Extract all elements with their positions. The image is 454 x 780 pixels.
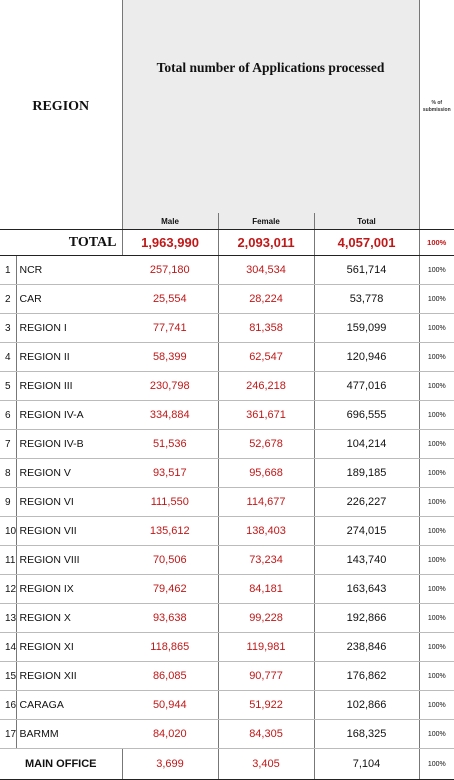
total-count: 238,846 — [314, 633, 419, 662]
female-count: 52,678 — [218, 430, 314, 459]
total-count: 176,862 — [314, 662, 419, 691]
region-header: REGION — [32, 98, 90, 114]
percent-value: 100% — [419, 546, 454, 575]
total-count: 120,946 — [314, 343, 419, 372]
region-name: REGION III — [16, 372, 122, 401]
table-row — [0, 720, 454, 749]
total-percent: 100% — [419, 230, 454, 256]
row-number: 5 — [0, 372, 16, 401]
female-count: 95,668 — [218, 459, 314, 488]
table-row — [0, 546, 454, 575]
percent-value: 100% — [419, 430, 454, 459]
total-count: 53,778 — [314, 285, 419, 314]
row-number: 17 — [0, 720, 16, 749]
total-count: 104,214 — [314, 430, 419, 459]
total-count: 163,643 — [314, 575, 419, 604]
row-number: 3 — [0, 314, 16, 343]
region-name: REGION IV-B — [16, 430, 122, 459]
table-row — [0, 517, 454, 546]
female-count: 138,403 — [218, 517, 314, 546]
main-office-percent: 100% — [419, 749, 454, 780]
total-count: 159,099 — [314, 314, 419, 343]
female-count: 73,234 — [218, 546, 314, 575]
row-number: 12 — [0, 575, 16, 604]
total-count: 561,714 — [314, 256, 419, 285]
female-count: 246,218 — [218, 372, 314, 401]
main-office-male: 3,699 — [122, 749, 218, 780]
percent-value: 100% — [419, 662, 454, 691]
male-count: 84,020 — [122, 720, 218, 749]
percent-value: 100% — [419, 517, 454, 546]
female-count: 28,224 — [218, 285, 314, 314]
row-number: 9 — [0, 488, 16, 517]
row-number: 13 — [0, 604, 16, 633]
table-row — [0, 691, 454, 720]
table-row — [0, 604, 454, 633]
subheader-row — [0, 213, 454, 230]
region-name: BARMM — [16, 720, 122, 749]
percent-value: 100% — [419, 604, 454, 633]
percent-value: 100% — [419, 285, 454, 314]
row-number: 15 — [0, 662, 16, 691]
male-count: 230,798 — [122, 372, 218, 401]
row-number: 1 — [0, 256, 16, 285]
main-office-row — [0, 749, 454, 780]
female-count: 84,181 — [218, 575, 314, 604]
male-count: 25,554 — [122, 285, 218, 314]
male-count: 93,517 — [122, 459, 218, 488]
total-header: Total — [314, 213, 419, 230]
region-name: REGION VI — [16, 488, 122, 517]
row-number: 8 — [0, 459, 16, 488]
female-count: 99,228 — [218, 604, 314, 633]
percent-value: 100% — [419, 401, 454, 430]
main-office-female: 3,405 — [218, 749, 314, 780]
row-number: 6 — [0, 401, 16, 430]
male-count: 93,638 — [122, 604, 218, 633]
male-count: 77,741 — [122, 314, 218, 343]
male-count: 58,399 — [122, 343, 218, 372]
female-count: 361,671 — [218, 401, 314, 430]
region-name: REGION II — [16, 343, 122, 372]
male-count: 70,506 — [122, 546, 218, 575]
female-count: 84,305 — [218, 720, 314, 749]
table-row — [0, 285, 454, 314]
total-count: 143,740 — [314, 546, 419, 575]
percent-value: 100% — [419, 314, 454, 343]
row-number: 11 — [0, 546, 16, 575]
female-count: 51,922 — [218, 691, 314, 720]
percent-value: 100% — [419, 575, 454, 604]
region-name: REGION XI — [16, 633, 122, 662]
row-number: 16 — [0, 691, 16, 720]
male-count: 257,180 — [122, 256, 218, 285]
male-count: 135,612 — [122, 517, 218, 546]
region-name: REGION V — [16, 459, 122, 488]
percent-header: % of submission — [422, 99, 451, 113]
table-row — [0, 372, 454, 401]
row-number: 10 — [0, 517, 16, 546]
total-count: 102,866 — [314, 691, 419, 720]
region-name: REGION IX — [16, 575, 122, 604]
region-name: NCR — [16, 256, 122, 285]
table-row — [0, 256, 454, 285]
female-header: Female — [218, 213, 314, 230]
total-count: 192,866 — [314, 604, 419, 633]
female-count: 114,677 — [218, 488, 314, 517]
table-row — [0, 401, 454, 430]
male-count: 118,865 — [122, 633, 218, 662]
row-number: 14 — [0, 633, 16, 662]
total-count: 274,015 — [314, 517, 419, 546]
title-row — [0, 0, 454, 213]
total-count: 696,555 — [314, 401, 419, 430]
table-row — [0, 459, 454, 488]
main-office-total: 7,104 — [314, 749, 419, 780]
region-name: CARAGA — [16, 691, 122, 720]
percent-value: 100% — [419, 372, 454, 401]
main-office-label: MAIN OFFICE — [0, 749, 122, 780]
row-number: 7 — [0, 430, 16, 459]
region-name: REGION VII — [16, 517, 122, 546]
region-name: REGION VIII — [16, 546, 122, 575]
row-number: 2 — [0, 285, 16, 314]
female-count: 304,534 — [218, 256, 314, 285]
total-count: 168,325 — [314, 720, 419, 749]
total-label: TOTAL — [0, 230, 122, 256]
grand-total-row — [0, 230, 454, 256]
percent-value: 100% — [419, 459, 454, 488]
female-count: 90,777 — [218, 662, 314, 691]
total-male: 1,963,990 — [122, 230, 218, 256]
percent-value: 100% — [419, 256, 454, 285]
table-row — [0, 343, 454, 372]
female-count: 62,547 — [218, 343, 314, 372]
male-count: 50,944 — [122, 691, 218, 720]
percent-value: 100% — [419, 488, 454, 517]
region-name: CAR — [16, 285, 122, 314]
region-name: REGION X — [16, 604, 122, 633]
table-row — [0, 488, 454, 517]
male-count: 86,085 — [122, 662, 218, 691]
male-count: 111,550 — [122, 488, 218, 517]
male-header: Male — [122, 213, 218, 230]
region-name: REGION I — [16, 314, 122, 343]
female-count: 81,358 — [218, 314, 314, 343]
table-row — [0, 662, 454, 691]
percent-value: 100% — [419, 633, 454, 662]
male-count: 334,884 — [122, 401, 218, 430]
male-count: 51,536 — [122, 430, 218, 459]
total-female: 2,093,011 — [218, 230, 314, 256]
female-count: 119,981 — [218, 633, 314, 662]
table-row — [0, 575, 454, 604]
male-count: 79,462 — [122, 575, 218, 604]
row-number: 4 — [0, 343, 16, 372]
percent-value: 100% — [419, 720, 454, 749]
region-name: REGION XII — [16, 662, 122, 691]
table-row — [0, 430, 454, 459]
total-count: 477,016 — [314, 372, 419, 401]
total-count: 226,227 — [314, 488, 419, 517]
applications-header: Total number of Applications processed — [122, 0, 419, 213]
total-total: 4,057,001 — [314, 230, 419, 256]
total-count: 189,185 — [314, 459, 419, 488]
region-name: REGION IV-A — [16, 401, 122, 430]
percent-value: 100% — [419, 691, 454, 720]
table-row — [0, 314, 454, 343]
percent-value: 100% — [419, 343, 454, 372]
table-row — [0, 633, 454, 662]
